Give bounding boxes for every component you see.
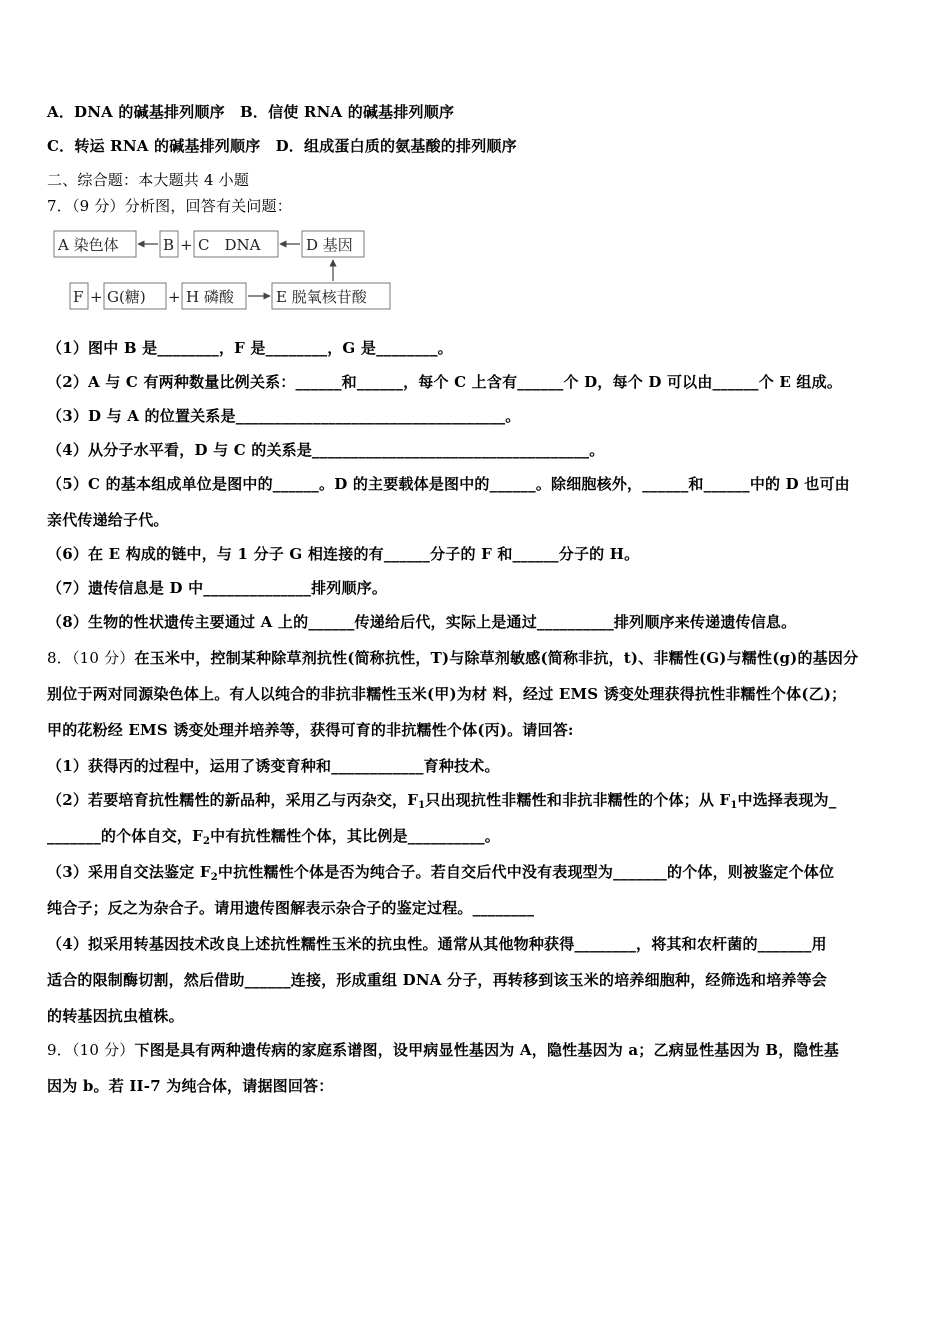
q8-part4-line2: 适合的限制酶切割，然后借助______连接，形成重组 DNA 分子，再转移到该玉米的培养细胞种，经筛选和培养等会: [47, 971, 828, 989]
q9-stem-text: 下图是具有两种遗传病的家庭系谱图，设甲病显性基因为 A，隐性基因为 a；乙病显性基因为 B，隐性基: [134, 1041, 840, 1059]
plus-bc: +: [180, 236, 193, 254]
q8-part2-line1: [47, 790, 917, 816]
box-b-label: B: [163, 236, 175, 254]
q9-stem-line1: [47, 1040, 917, 1060]
q8-part3-line2: 纯合子；反之为杂合子。请用遗传图解表示杂合子的鉴定过程。________: [47, 899, 535, 917]
plus-fg: +: [90, 288, 103, 306]
q7-part5-line2: 亲代传递给子代。: [47, 511, 169, 529]
q7-part8: （8）生物的性状遗传主要通过 A 上的______传递给后代，实际上是通过__________排列顺序来传递遗传信息。: [47, 613, 797, 631]
q8-stem-line2: 别位于两对同源染色体上。有人以纯合的非抗非糯性玉米(甲)为材 料，经过 EMS 诱变处理获得抗性非糯性个体(乙)；: [47, 685, 847, 703]
q8-stem-text: 在玉米中，控制某种除草剂抗性(简称抗性，T)与除草剂敏感(简称非抗，t)、非糯性(G)与糯性(g)的基因分: [134, 649, 859, 667]
box-g-label: G(糖): [107, 288, 146, 306]
subscript: 2: [210, 872, 218, 883]
box-a-label: A 染色体: [58, 236, 119, 254]
text: 中抗性糯性个体是否为纯合子。若自交后代中没有表现型为_______的个体，则被鉴定个体位: [217, 863, 835, 881]
q8-part4-line1: （4）拟采用转基因技术改良上述抗性糯性玉米的抗虫性。通常从其他物种获得________，将其和农杆菌的_______用: [47, 935, 827, 953]
text: （3）采用自交法鉴定 F: [47, 863, 211, 881]
option-line-ab: A．DNA 的碱基排列顺序 B．信使 RNA 的碱基排列顺序: [47, 103, 455, 121]
option-line-cd: C．转运 RNA 的碱基排列顺序 D．组成蛋白质的氨基酸的排列顺序: [47, 137, 517, 155]
q9-number: 9．（10 分）: [47, 1041, 135, 1059]
q8-part1: （1）获得丙的过程中，运用了诱变育种和____________育种技术。: [47, 757, 500, 775]
text: 中有抗性糯性个体，其比例是__________。: [210, 827, 500, 845]
box-d-label: D 基因: [306, 236, 353, 254]
q8-stem-line3: 甲的花粉经 EMS 诱变处理并培养等，获得可育的非抗糯性个体(丙)。请回答:: [47, 721, 574, 739]
q9-stem-line2: 因为 b。若 II-7 为纯合体，请据图回答：: [47, 1077, 334, 1095]
q7-part2: （2）A 与 C 有两种数量比例关系：______和______，每个 C 上含有______个 D，每个 D 可以由______个 E 组成。: [47, 373, 843, 391]
q7-part4: （4）从分子水平看，D 与 C 的关系是____________________________________。: [47, 441, 605, 459]
box-f-label: F: [73, 288, 84, 306]
box-h-label: H 磷酸: [186, 288, 234, 306]
subscript: 1: [418, 800, 426, 811]
subscript: 1: [730, 800, 738, 811]
box-c-label: C DNA: [198, 236, 261, 254]
q7-concept-diagram: [52, 225, 402, 313]
text: 中选择表现为_: [737, 791, 837, 809]
q7-part5-line1: （5）C 的基本组成单位是图中的______。D 的主要载体是图中的______。除细胞核外，______和______中的 D 也可由: [47, 475, 850, 493]
q7-part1: （1）图中 B 是________，F 是________，G 是________。: [47, 339, 453, 357]
q7-part7: （7）遗传信息是 D 中______________排列顺序。: [47, 579, 388, 597]
q8-part3-line1: [47, 862, 917, 888]
q8-part2-line2: [47, 826, 917, 852]
q7-stem: 7．（9 分）分析图，回答有关问题：: [47, 197, 292, 215]
box-e-label: E 脱氧核苷酸: [276, 288, 367, 306]
text: （2）若要培育抗性糯性的新品种，采用乙与丙杂交，F: [47, 791, 419, 809]
q7-part6: （6）在 E 构成的链中，与 1 分子 G 相连接的有______分子的 F 和______分子的 H。: [47, 545, 640, 563]
q8-number: 8．（10 分）: [47, 649, 135, 667]
text: _______的个体自交，F: [47, 827, 203, 845]
q8-part4-line3: 的转基因抗虫植株。: [47, 1007, 184, 1025]
subscript: 2: [202, 836, 211, 847]
section-heading: 二、综合题：本大题共 4 小题: [47, 171, 250, 189]
text: 只出现抗性非糯性和非抗非糯性的个体；从 F: [425, 791, 731, 809]
plus-gh: +: [168, 288, 181, 306]
q7-part3: （3）D 与 A 的位置关系是___________________________________。: [47, 407, 521, 425]
q8-stem-line1: [47, 648, 917, 668]
